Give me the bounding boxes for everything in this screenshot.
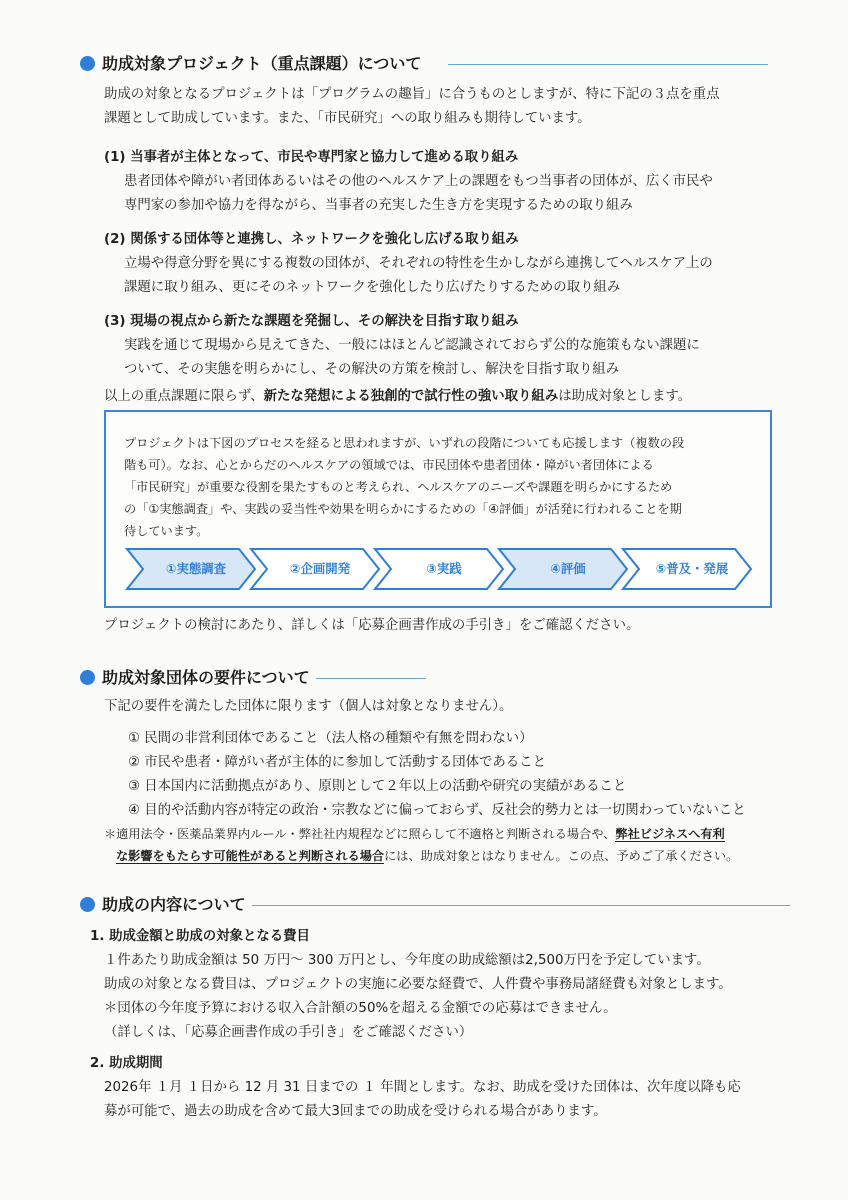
closing-bold: 新たな発想による独創的で試行性の強い取り組み — [263, 389, 559, 404]
item-1-body-1: 患者団体や障がい者団体あるいはその他のヘルスケア上の課題をもつ当事者の団体が、広く市民や — [124, 174, 713, 189]
box-line-5: 待しています。 — [124, 524, 209, 538]
section-rule — [448, 64, 768, 65]
requirements-note-line-2 — [116, 845, 738, 867]
requirement-1: ① 民間の非営利団体であること（法人格の種類や有無を問わない） — [128, 731, 533, 746]
note-text: には、助成対象とはなりません。この点、予めご了承ください。 — [384, 849, 739, 863]
step-label: ③実践 — [426, 561, 462, 576]
after-box-note: プロジェクトの検討にあたり、詳しくは「応募企画書作成の手引き」をご確認ください。 — [104, 618, 640, 633]
requirements-note-line-1 — [104, 823, 725, 845]
intro-line-2: 課題として助成しています。また、「市民研究」への取り組みも期待しています。 — [104, 111, 591, 126]
section-header-requirements — [80, 666, 770, 690]
box-line-2: 階も可）。なお、心とからだのヘルスケアの領域では、市民団体や患者団体・障がい者団体による — [124, 458, 654, 472]
subsection-1-heading: 1. 助成金額と助成の対象となる費目 — [90, 929, 310, 944]
section-title: 助成の内容について — [102, 895, 246, 914]
section-header-content — [80, 893, 790, 917]
box-line-4: の「①実態調査」や、実践の妥当性や効果を明らかにするための「④評価」が活発に行われることを期 — [124, 502, 682, 516]
section-rule — [252, 905, 790, 906]
subsection-2-heading: 2. 助成期間 — [90, 1056, 163, 1071]
closing-line — [104, 385, 691, 409]
subsection-1-line-2: 助成の対象となる費目は、プロジェクトの実施に必要な経費で、人件費や事務局諸経費も対象とします。 — [104, 977, 732, 992]
box-line-3: 「市民研究」が重要な役割を果たすものと考えられ、ヘルスケアのニーズや課題を明らかにするため — [124, 480, 673, 494]
bullet-dot-icon — [80, 56, 95, 71]
item-3-body-2: ついて、その実態を明らかにし、その解決の方策を検討し、解決を目指す取り組み — [124, 362, 620, 377]
section-title: 助成対象団体の要件について — [102, 668, 310, 687]
bullet-dot-icon — [80, 670, 95, 685]
note-text: ＊適用法令・医薬品業界内ルール・弊社社内規程などに照らして不適格と判断される場合や、 — [104, 827, 616, 841]
subsection-2-line-2: 募が可能で、過去の助成を含めて最大3回までの助成を受けられる場合があります。 — [104, 1104, 607, 1119]
closing-post: は助成対象とします。 — [558, 389, 692, 404]
item-1-body-2: 専門家の参加や協力を得ながら、当事者の充実した生き方を実現するための取り組み — [124, 198, 633, 213]
note-emphasis: 弊社ビジネスへ有利 — [615, 827, 725, 841]
subsection-2-line-1: 2026年 １月 １日から 12 月 31 日までの １ 年間とします。なお、助成を受けた団体は、次年度以降も応 — [104, 1080, 741, 1095]
requirement-4: ④ 目的や活動内容が特定の政治・宗教などに偏っておらず、反社会的勢力とは一切関わっていないこと — [128, 803, 746, 818]
item-1-heading: (1) 当事者が主体となって、市民や専門家と協力して進める取り組み — [104, 150, 519, 165]
subsection-1-line-4: （詳しくは、「応募企画書作成の手引き」をご確認ください） — [104, 1025, 473, 1040]
bullet-dot-icon — [80, 897, 95, 912]
intro-line-1: 助成の対象となるプロジェクトは「プログラムの趣旨」に合うものとしますが、特に下記の３点を重点 — [104, 87, 720, 102]
process-steps — [125, 547, 765, 591]
step-label: ②企画開発 — [289, 561, 351, 576]
section-header-projects — [80, 52, 770, 76]
step-label: ①実態調査 — [165, 561, 227, 576]
requirement-3: ③ 日本国内に活動拠点があり、原則として２年以上の活動や研究の実績があること — [128, 779, 627, 794]
subsection-1-line-3: ＊団体の今年度予算における収入合計額の50%を超える金額での応募はできません。 — [104, 1001, 617, 1016]
item-3-body-1: 実践を通じて現場から見えてきた、一般にはほとんど認識されておらず公的な施策もない課題に — [124, 338, 700, 353]
item-2-body-1: 立場や得意分野を異にする複数の団体が、それぞれの特性を生かしながら連携してヘルスケア上の — [124, 256, 713, 271]
step-label: ⑤普及・発展 — [655, 561, 729, 576]
requirement-2: ② 市民や患者・障がい者が主体的に参加して活動する団体であること — [128, 755, 546, 770]
process-step-2 — [249, 547, 381, 591]
item-2-heading: (2) 関係する団体等と連携し、ネットワークを強化し広げる取り組み — [104, 232, 519, 247]
process-step-1 — [125, 547, 257, 591]
process-step-5 — [621, 547, 753, 591]
step-label: ④評価 — [550, 561, 586, 576]
requirements-intro: 下記の要件を満たした団体に限ります（個人は対象となりません）。 — [104, 699, 513, 714]
section-rule — [316, 678, 426, 679]
section-title: 助成対象プロジェクト（重点課題）について — [102, 54, 422, 73]
process-step-3 — [373, 547, 505, 591]
item-2-body-2: 課題に取り組み、更にそのネットワークを強化したり広げたりするための取り組み — [124, 280, 621, 295]
subsection-1-line-1: １件あたり助成金額は 50 万円～ 300 万円とし、今年度の助成総額は2,500万円を予定しています。 — [104, 953, 710, 968]
item-3-heading: (3) 現場の視点から新たな課題を発掘し、その解決を目指す取り組み — [104, 314, 519, 329]
closing-pre: 以上の重点課題に限らず、 — [104, 389, 264, 404]
note-emphasis: な影響をもたらす可能性があると判断される場合 — [116, 849, 385, 863]
box-line-1: プロジェクトは下図のプロセスを経ると思われますが、いずれの段階についても応援します（複数の段 — [124, 436, 685, 450]
process-step-4 — [497, 547, 629, 591]
